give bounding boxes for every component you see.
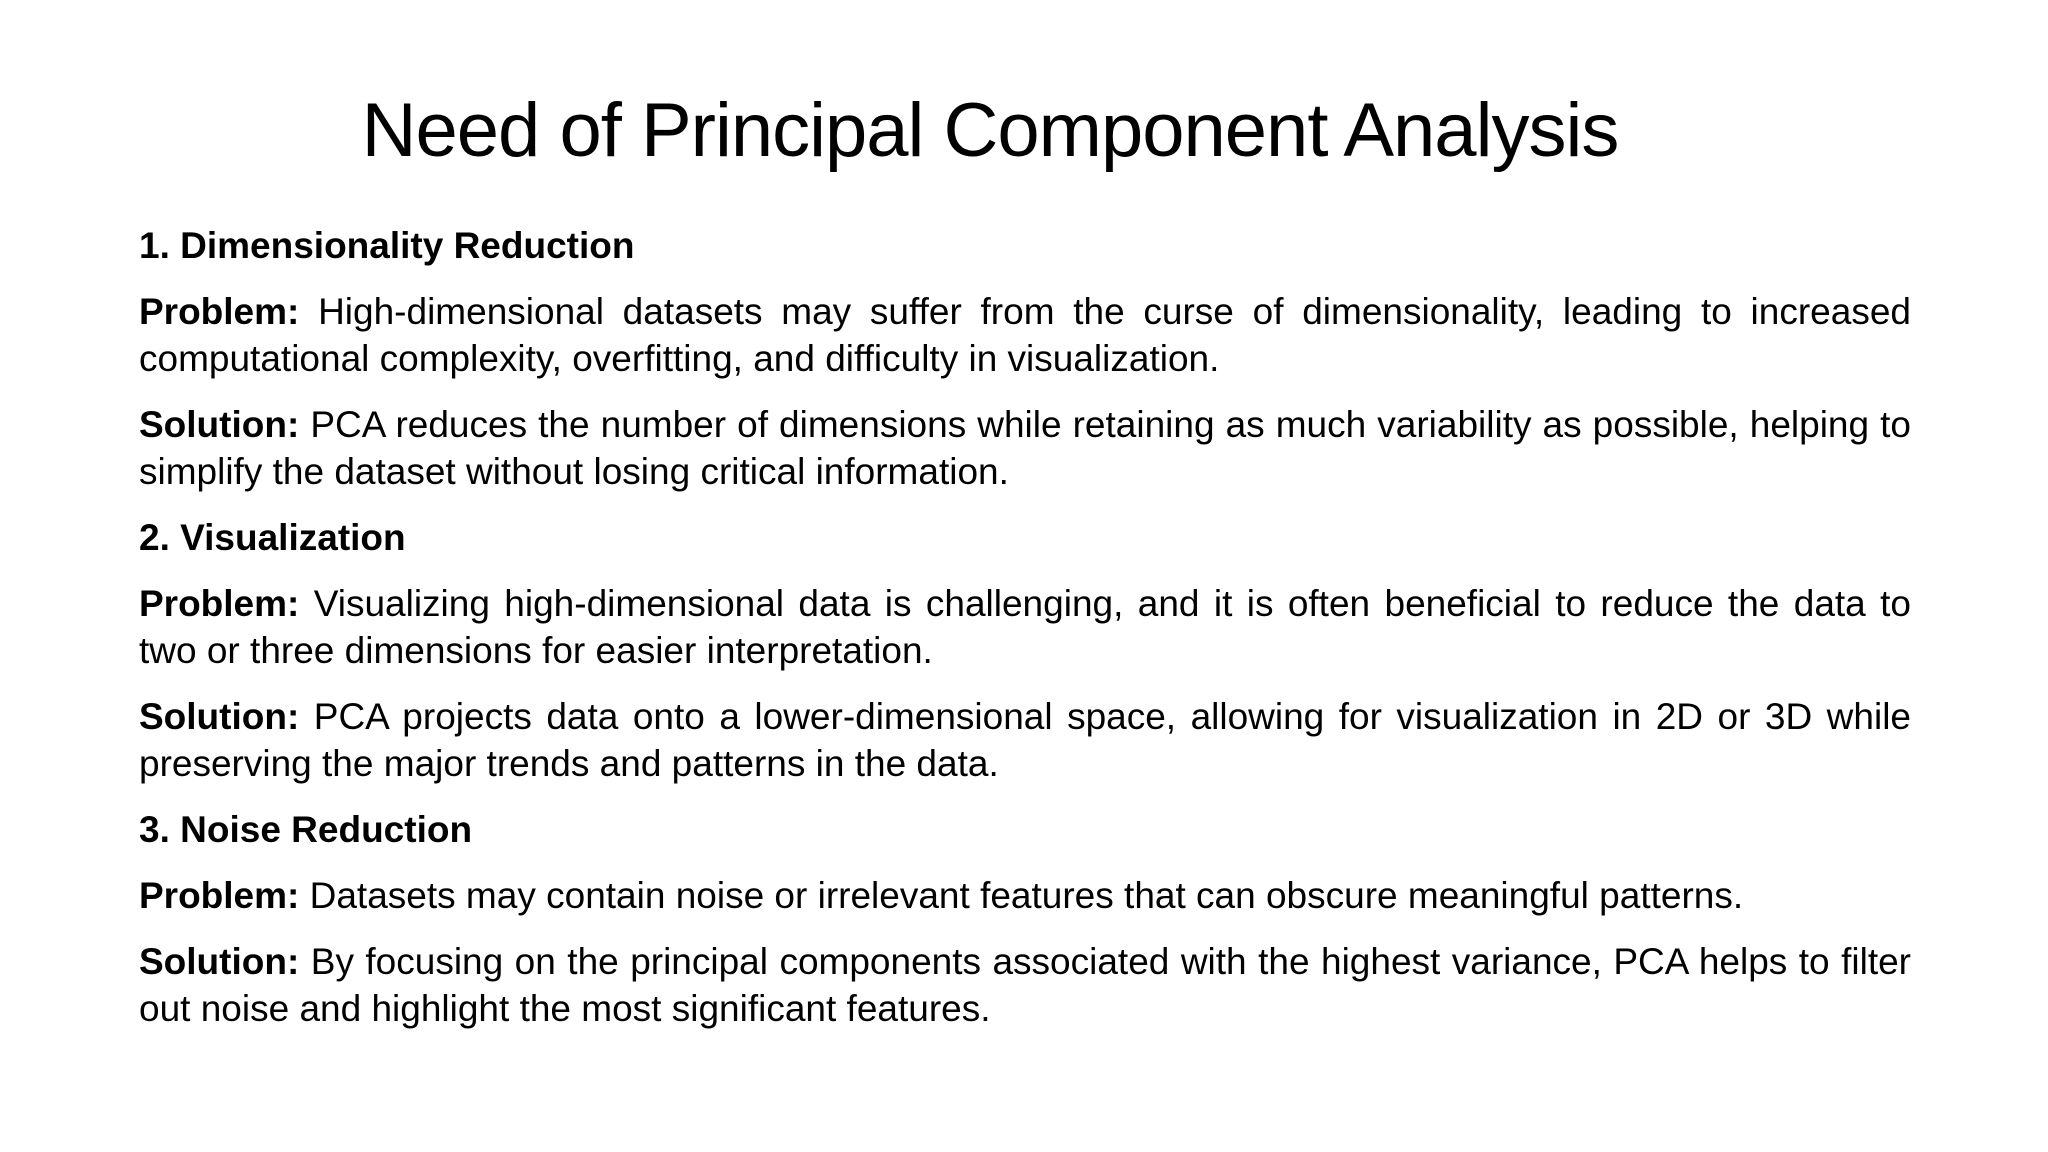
problem-paragraph — [139, 580, 1911, 674]
solution-label: Solution: — [139, 696, 300, 737]
solution-text: By focusing on the principal components associated with the highest variance, PCA helps to filter out noise and highlight the most significant features. — [139, 941, 1911, 1029]
solution-paragraph — [139, 938, 1911, 1032]
section-heading: 1. Dimensionality Reduction — [139, 225, 635, 266]
solution-label: Solution: — [139, 941, 300, 982]
problem-label: Problem: — [139, 291, 300, 332]
solution-text: PCA projects data onto a lower-dimensional space, allowing for visualization in 2D or 3D while preserving the major trends and patterns in the data. — [139, 696, 1911, 784]
solution-paragraph — [139, 693, 1911, 787]
problem-text: Visualizing high-dimensional data is challenging, and it is often beneficial to reduce the data to two or three dimensions for easier interpretation. — [139, 583, 1911, 671]
solution-text: PCA reduces the number of dimensions while retaining as much variability as possible, helping to simplify the dataset without losing critical information. — [139, 404, 1911, 492]
problem-label: Problem: — [139, 875, 300, 916]
problem-paragraph — [139, 872, 1911, 919]
problem-paragraph — [139, 288, 1911, 382]
section-visualization — [139, 514, 1911, 787]
section-dimensionality-reduction — [139, 222, 1911, 495]
problem-text: High-dimensional datasets may suffer from the curse of dimensionality, leading to increased computational complexity, overfitting, and difficulty in visualization. — [139, 291, 1911, 379]
slide-body — [139, 222, 1911, 1051]
slide-title: Need of Principal Component Analysis — [361, 88, 1619, 173]
section-noise-reduction — [139, 806, 1911, 1032]
section-heading: 2. Visualization — [139, 517, 406, 558]
problem-text: Datasets may contain noise or irrelevant features that can obscure meaningful patterns. — [299, 875, 1744, 916]
section-heading: 3. Noise Reduction — [139, 809, 473, 850]
problem-label: Problem: — [139, 583, 300, 624]
solution-paragraph — [139, 401, 1911, 495]
solution-label: Solution: — [139, 404, 300, 445]
